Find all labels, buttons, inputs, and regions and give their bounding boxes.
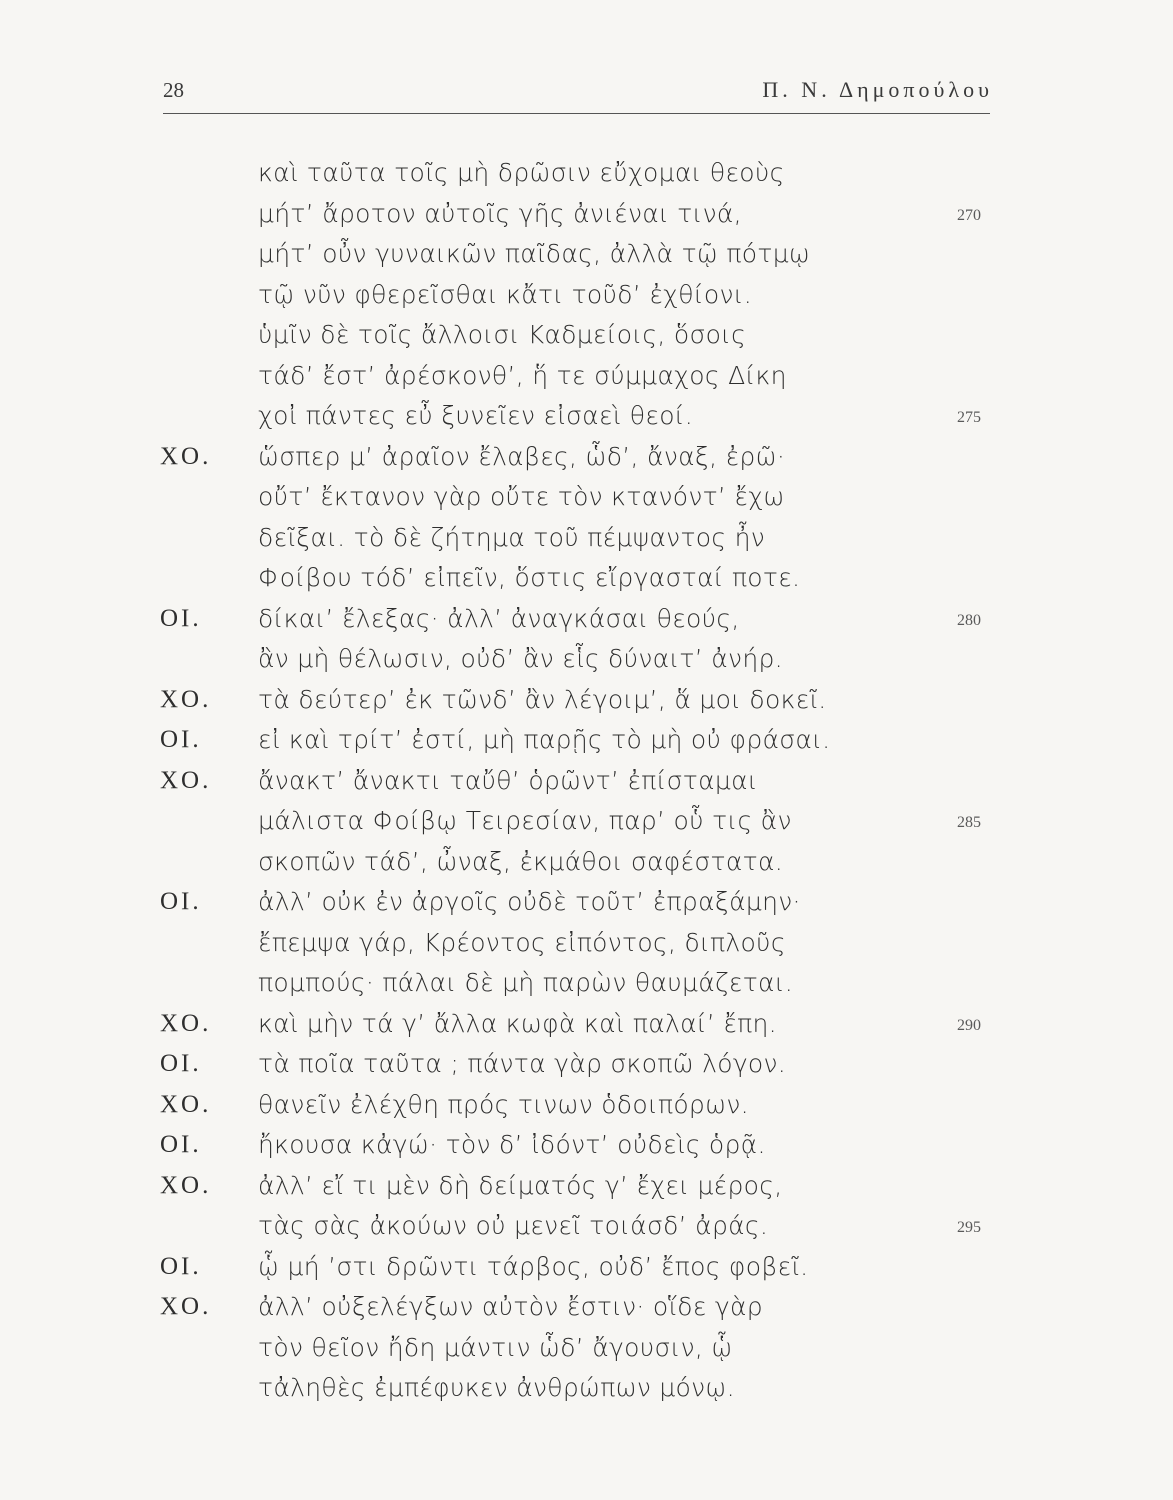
verse-line	[0, 1372, 1173, 1413]
verse-line	[0, 927, 1173, 968]
line-number: 285	[957, 814, 981, 831]
speaker-label: ΧΟ.	[160, 1171, 212, 1199]
verse-text: δεῖξαι. τὸ δὲ ζήτημα τοῦ πέμψαντος ἦν	[258, 522, 766, 552]
verse-block	[0, 157, 1173, 1413]
verse-line	[0, 967, 1173, 1008]
verse-line	[0, 1210, 1173, 1251]
verse-text: θανεῖν ἐλέχθη πρός τινων ὁδοιπόρων.	[258, 1089, 749, 1119]
speaker-label: ΟΙ.	[160, 1050, 202, 1077]
running-head: Π. Ν. Δημοπούλου	[762, 77, 993, 102]
verse-line	[0, 562, 1173, 603]
verse-text: οὔτ’ ἔκτανον γὰρ οὔτε τὸν κτανόντ’ ἔχω	[258, 482, 785, 511]
verse-text: ἄνακτ’ ἄνακτι ταὔθ’ ὁρῶντ’ ἐπίσταμαι	[258, 765, 758, 795]
verse-line	[0, 1251, 1173, 1292]
speaker-label: ΧΟ.	[160, 442, 212, 470]
verse-text: ὑμῖν δὲ τοῖς ἄλλοισι Καδμείοις, ὅσοις	[258, 320, 747, 349]
page-number: 28	[163, 78, 184, 102]
verse-text: ὥσπερ μ’ ἀραῖον ἔλαβες, ὧδ’, ἄναξ, ἐρῶ·	[258, 441, 786, 471]
verse-text: μάλιστα Φοίβῳ Τειρεσίαν, παρ’ οὗ τις ἂν	[258, 806, 792, 835]
verse-text: τὰς σὰς ἀκούων οὐ μενεῖ τοιάσδ’ ἀράς.	[258, 1211, 769, 1240]
verse-line	[0, 198, 1173, 239]
verse-text: τἀληθὲς ἐμπέφυκεν ἀνθρώπων μόνῳ.	[258, 1373, 735, 1402]
verse-line	[0, 1048, 1173, 1089]
speaker-label: ΟΙ.	[160, 604, 202, 632]
verse-line	[0, 481, 1173, 522]
verse-text: ἔπεμψα γάρ, Κρέοντος εἰπόντος, διπλοῦς	[258, 927, 786, 957]
speaker-label: ΟΙ.	[160, 888, 202, 915]
speaker-label: ΧΟ.	[160, 766, 212, 794]
line-number: 280	[957, 611, 981, 629]
verse-text: Φοίβου τόδ’ εἰπεῖν, ὅστις εἴργασταί ποτε.	[258, 563, 801, 592]
verse-text: μήτ’ οὖν γυναικῶν παῖδας, ἀλλὰ τῷ πότμῳ	[258, 239, 811, 268]
speaker-label: ΧΟ.	[160, 1009, 212, 1037]
verse-line	[0, 603, 1173, 644]
verse-line	[0, 1008, 1173, 1049]
verse-text: ἂν μὴ θέλωσιν, οὐδ’ ἂν εἷς δύναιτ’ ἀνήρ.	[258, 644, 783, 673]
verse-text: χοἰ πάντες εὖ ξυνεῖεν εἰσαεὶ θεοί.	[258, 401, 694, 430]
verse-line	[0, 1170, 1173, 1211]
verse-text: δίκαι’ ἔλεξας· ἀλλ’ ἀναγκάσαι θεούς,	[258, 603, 740, 633]
verse-text: τάδ’ ἔστ’ ἀρέσκονθ’, ἥ τε σύμμαχος Δίκη	[258, 360, 787, 390]
speaker-label: ΧΟ.	[160, 1293, 212, 1320]
verse-text: ἀλλ’ εἴ τι μὲν δὴ δείματός γ’ ἔχει μέρος,	[258, 1170, 783, 1200]
verse-line	[0, 1332, 1173, 1373]
verse-text: τὰ δεύτερ’ ἐκ τῶνδ’ ἂν λέγοιμ’, ἅ μοι δοκεῖ.	[258, 684, 827, 714]
verse-line	[0, 157, 1173, 198]
verse-text: πομπούς· πάλαι δὲ μὴ παρὼν θαυμάζεται.	[258, 968, 794, 997]
verse-text: σκοπῶν τάδ’, ὦναξ, ἐκμάθοι σαφέστατα.	[258, 846, 784, 876]
verse-line	[0, 1089, 1173, 1130]
verse-line	[0, 886, 1173, 927]
verse-line	[0, 765, 1173, 806]
verse-text: καὶ μὴν τά γ’ ἄλλα κωφὰ καὶ παλαί’ ἔπη.	[258, 1008, 777, 1038]
verse-text: ᾧ μή ’στι δρῶντι τάρβος, οὐδ’ ἔπος φοβεῖ.	[258, 1251, 809, 1281]
verse-text: ἀλλ’ οὐξελέγξων αὐτὸν ἔστιν· οἵδε γὰρ	[258, 1292, 763, 1321]
verse-text: ἤκουσα κἀγώ· τὸν δ’ ἰδόντ’ οὐδεὶς ὁρᾷ.	[258, 1130, 766, 1159]
verse-text: τὰ ποῖα ταῦτα ; πάντα γὰρ σκοπῶ λόγον.	[258, 1049, 787, 1078]
verse-line	[0, 522, 1173, 563]
verse-line	[0, 400, 1173, 441]
speaker-label: ΟΙ.	[160, 1131, 202, 1158]
speaker-label: ΧΟ.	[160, 685, 212, 713]
speaker-label: ΟΙ.	[160, 1252, 202, 1280]
verse-line	[0, 1129, 1173, 1170]
header-rule	[163, 113, 990, 114]
speaker-label: ΧΟ.	[160, 1090, 212, 1118]
verse-text: τῷ νῦν φθερεῖσθαι κἄτι τοῦδ’ ἐχθίονι.	[258, 279, 752, 309]
verse-text: καὶ ταῦτα τοῖς μὴ δρῶσιν εὔχομαι θεοὺς	[258, 158, 785, 187]
verse-text: εἰ καὶ τρίτ’ ἐστί, μὴ παρῇς τὸ μὴ οὐ φράσαι.	[258, 725, 831, 754]
verse-line	[0, 1291, 1173, 1332]
verse-text: τὸν θεῖον ἤδη μάντιν ὧδ’ ἄγουσιν, ᾧ	[258, 1332, 733, 1362]
verse-line	[0, 279, 1173, 320]
verse-line	[0, 805, 1173, 846]
verse-line	[0, 724, 1173, 765]
verse-text: μήτ’ ἄροτον αὐτοῖς γῆς ἀνιέναι τινά,	[258, 198, 742, 228]
verse-text: ἀλλ’ οὐκ ἐν ἀργοῖς οὐδὲ τοῦτ’ ἐπραξάμην·	[258, 887, 801, 916]
line-number: 275	[957, 409, 981, 426]
verse-line	[0, 238, 1173, 279]
verse-line	[0, 441, 1173, 482]
line-number: 295	[957, 1219, 981, 1236]
verse-line	[0, 643, 1173, 684]
verse-line	[0, 684, 1173, 725]
line-number: 290	[957, 1016, 981, 1034]
verse-line	[0, 360, 1173, 401]
verse-line	[0, 846, 1173, 887]
line-number: 270	[957, 206, 981, 224]
speaker-label: ΟΙ.	[160, 726, 202, 753]
verse-line	[0, 319, 1173, 360]
